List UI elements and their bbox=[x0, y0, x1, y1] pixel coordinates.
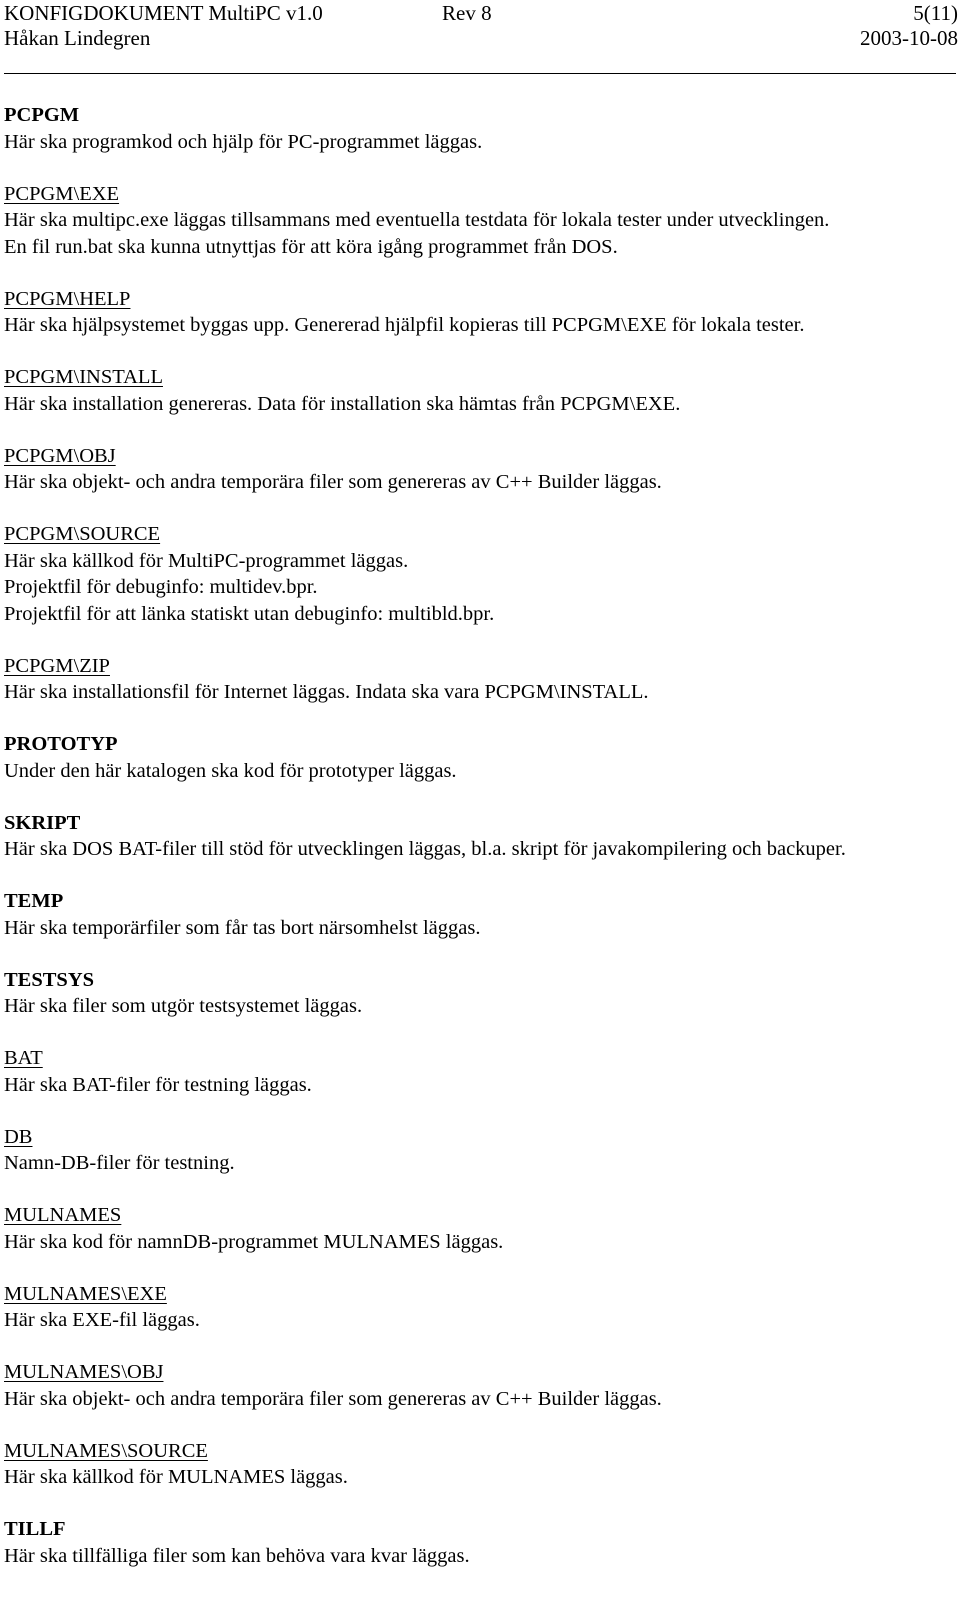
section-spacer bbox=[4, 784, 960, 810]
directory-description: Här ska objekt- och andra temporära filer som genereras av C++ Builder läggas. bbox=[4, 471, 662, 493]
directory-description: En fil run.bat ska kunna utnyttjas för att köra igång programmet från DOS. bbox=[4, 235, 618, 258]
directory-description: Projektfil för debuginfo: multidev.bpr. bbox=[4, 576, 318, 598]
directory-description: Här ska multipc.exe läggas tillsammans med eventuella testdata för lokala tester under utvecklingen. bbox=[4, 209, 830, 231]
directory-heading: PCPGM\OBJ bbox=[4, 444, 116, 467]
directory-heading: PROTOTYP bbox=[4, 733, 118, 755]
directory-description: Här ska temporärfiler som får tas bort närsomhelst läggas. bbox=[4, 916, 481, 939]
section-spacer bbox=[4, 1020, 960, 1046]
directory-section bbox=[4, 286, 960, 339]
directory-description: Namn-DB-filer för testning. bbox=[4, 1152, 235, 1174]
section-spacer bbox=[4, 260, 960, 286]
section-spacer bbox=[4, 1334, 960, 1360]
document-date: 2003-10-08 bbox=[860, 26, 958, 50]
section-spacer bbox=[4, 496, 960, 522]
directory-heading: PCPGM\EXE bbox=[4, 182, 120, 205]
section-spacer bbox=[4, 1177, 960, 1203]
directory-heading: TESTSYS bbox=[4, 968, 95, 991]
document-title: KONFIGDOKUMENT MultiPC v1.0 bbox=[4, 1, 323, 25]
header-divider bbox=[4, 73, 956, 74]
directory-description: Här ska installation genereras. Data för installation ska hämtas från PCPGM\EXE. bbox=[4, 392, 681, 415]
directory-section bbox=[4, 181, 960, 261]
directory-section bbox=[4, 1202, 960, 1255]
directory-heading: PCPGM bbox=[4, 104, 80, 126]
page-header bbox=[4, 0, 956, 78]
directory-section bbox=[4, 1124, 960, 1177]
directory-description: Under den här katalogen ska kod för prototyper läggas. bbox=[4, 759, 457, 782]
directory-description: Här ska installationsfil för Internet läggas. Indata ska vara PCPGM\INSTALL. bbox=[4, 681, 649, 703]
directory-heading: BAT bbox=[4, 1047, 43, 1069]
directory-description: Här ska källkod för MultiPC-programmet läggas. bbox=[4, 549, 409, 572]
directory-section bbox=[4, 1281, 960, 1334]
document-body bbox=[4, 102, 960, 1569]
directory-heading: PCPGM\ZIP bbox=[4, 654, 110, 677]
section-spacer bbox=[4, 941, 960, 967]
directory-section bbox=[4, 102, 960, 155]
directory-heading: MULNAMES\SOURCE bbox=[4, 1439, 208, 1462]
directory-description: Här ska hjälpsystemet byggas upp. Genererad hjälpfil kopieras till PCPGM\EXE för lokala tester. bbox=[4, 314, 805, 336]
directory-heading: MULNAMES bbox=[4, 1204, 122, 1226]
directory-description: Här ska DOS BAT-filer till stöd för utvecklingen läggas, bl.a. skript för javakompilering och backuper. bbox=[4, 838, 846, 860]
directory-description: Här ska kod för namnDB-programmet MULNAMES läggas. bbox=[4, 1230, 504, 1253]
author-name: Håkan Lindegren bbox=[4, 26, 151, 50]
directory-section bbox=[4, 521, 960, 627]
directory-section bbox=[4, 653, 960, 706]
directory-heading: MULNAMES\EXE bbox=[4, 1282, 167, 1305]
directory-section bbox=[4, 731, 960, 784]
page-number: 5(11) bbox=[913, 1, 958, 25]
section-spacer bbox=[4, 706, 960, 732]
revision-label: Rev 8 bbox=[442, 1, 492, 25]
directory-description: Här ska objekt- och andra temporära filer som genereras av C++ Builder läggas. bbox=[4, 1387, 662, 1410]
directory-heading: TILLF bbox=[4, 1518, 66, 1540]
directory-section bbox=[4, 1359, 960, 1412]
directory-heading: DB bbox=[4, 1125, 33, 1148]
directory-heading: TEMP bbox=[4, 890, 64, 912]
directory-section bbox=[4, 443, 960, 496]
section-spacer bbox=[4, 1412, 960, 1438]
header-row-top bbox=[4, 0, 958, 26]
section-spacer bbox=[4, 155, 960, 181]
directory-section bbox=[4, 1516, 960, 1569]
directory-section bbox=[4, 888, 960, 941]
directory-section bbox=[4, 810, 960, 863]
directory-description: Här ska BAT-filer för testning läggas. bbox=[4, 1073, 312, 1096]
directory-description: Här ska programkod och hjälp för PC-programmet läggas. bbox=[4, 130, 483, 153]
section-spacer bbox=[4, 339, 960, 365]
section-spacer bbox=[4, 627, 960, 653]
section-spacer bbox=[4, 1255, 960, 1281]
directory-heading: SKRIPT bbox=[4, 811, 81, 834]
directory-section bbox=[4, 1045, 960, 1098]
section-spacer bbox=[4, 1098, 960, 1124]
directory-description: Projektfil för att länka statiskt utan debuginfo: multibld.bpr. bbox=[4, 602, 495, 625]
directory-description: Här ska källkod för MULNAMES läggas. bbox=[4, 1466, 348, 1488]
directory-description: Här ska tillfälliga filer som kan behöva vara kvar läggas. bbox=[4, 1544, 470, 1567]
section-spacer bbox=[4, 1491, 960, 1517]
directory-section bbox=[4, 967, 960, 1020]
directory-heading: PCPGM\SOURCE bbox=[4, 523, 161, 545]
directory-heading: MULNAMES\OBJ bbox=[4, 1361, 164, 1383]
section-spacer bbox=[4, 863, 960, 889]
directory-description: Här ska filer som utgör testsystemet läggas. bbox=[4, 995, 363, 1017]
directory-section bbox=[4, 1438, 960, 1491]
directory-section bbox=[4, 364, 960, 417]
document-page bbox=[4, 0, 958, 1567]
section-spacer bbox=[4, 417, 960, 443]
header-row-bottom bbox=[4, 25, 958, 51]
directory-heading: PCPGM\INSTALL bbox=[4, 366, 163, 388]
directory-heading: PCPGM\HELP bbox=[4, 287, 131, 310]
directory-description: Här ska EXE-fil läggas. bbox=[4, 1309, 200, 1331]
